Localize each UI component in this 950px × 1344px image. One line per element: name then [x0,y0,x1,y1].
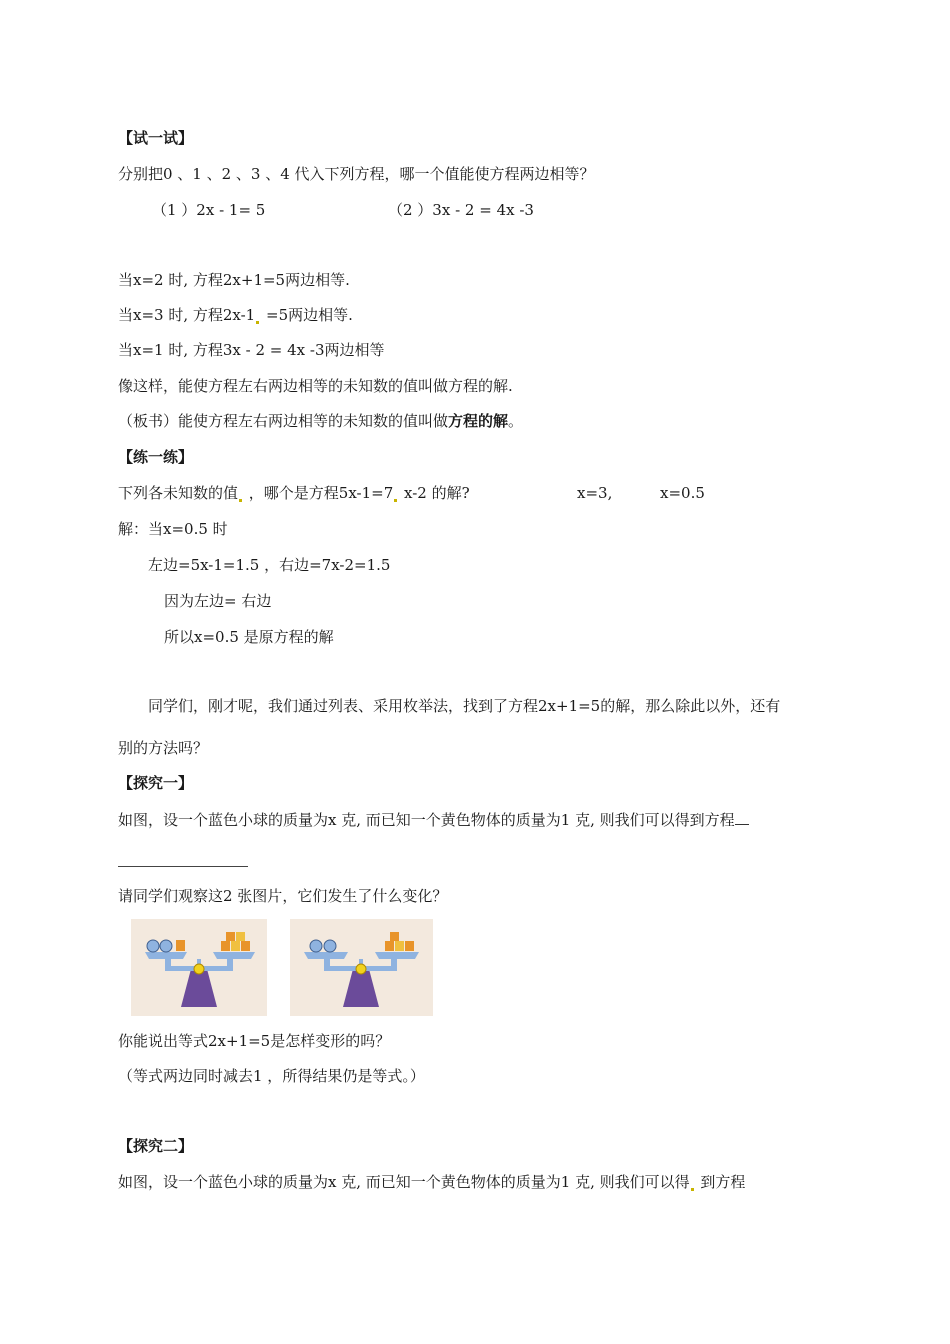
equation-2: （2 ）3x - 2 = 4x -3 [388,201,534,219]
yellow-block [405,941,414,951]
transition-para-2: 别的方法吗？ [118,739,209,757]
board-note: （板书）能使方程左右两边相等的未知数的值叫做方程的解。 [118,412,524,430]
practice-question: 下列各未知数的值 ，哪个是方程5x-1=7 x-2 的解? [118,484,470,502]
yellow-block [241,941,250,951]
transform-answer: （等式两边同时减去1 ，所得结果仍是等式。） [118,1067,425,1085]
try-prompt: 分别把0 、1 、2 、3 、4 代入下列方程，哪一个值能使方程两边相等？ [118,165,595,183]
left-pan [304,952,348,959]
solution-step-1: 解：当x=0.5 时 [118,520,228,538]
yellow-block [385,941,394,951]
yellow-block [231,941,240,951]
balance-scale-image-1 [131,919,267,1016]
scale-pivot [194,964,204,974]
scale-pivot [356,964,366,974]
option-1: x=3, [577,484,613,502]
solution-step-2: 左边=5x-1=1.5 ，右边=7x-2=1.5 [148,556,391,574]
blue-ball [160,940,172,952]
yellow-block [236,932,245,941]
yellow-block [221,941,230,951]
observe-prompt: 请同学们观察这2 张图片，它们发生了什么变化？ [118,887,448,905]
solution-step-4: 所以x=0.5 是原方程的解 [164,628,334,646]
explore2-heading: 【探究二】 [118,1137,194,1155]
solution-term: 方程的解 [448,412,509,430]
explore2-text: 如图，设一个蓝色小球的质量为x 克, 而已知一个黄色物体的质量为1 克, 则我们可以得 到方程 [118,1173,746,1191]
left-pan [145,952,187,959]
blue-ball [324,940,336,952]
transform-question: 你能说出等式2x+1=5是怎样变形的吗？ [118,1032,391,1050]
result-2: 当x=3 时, 方程2x-1 =5两边相等. [118,306,353,324]
explore1-heading: 【探究一】 [118,774,194,792]
blue-ball [147,940,159,952]
right-pan [213,952,255,959]
result-3: 当x=1 时, 方程3x - 2 = 4x -3两边相等 [118,341,385,359]
definition: 像这样，能使方程左右两边相等的未知数的值叫做方程的解. [118,377,513,395]
answer-blank-line [118,866,248,867]
right-pan [375,952,419,959]
practice-heading: 【练一练】 [118,448,194,466]
try-heading: 【试一试】 [118,129,194,147]
yellow-block [176,940,185,951]
solution-step-3: 因为左边= 右边 [164,592,272,610]
yellow-block [390,932,399,941]
result-1: 当x=2 时, 方程2x+1=5两边相等. [118,271,350,289]
explore1-text: 如图，设一个蓝色小球的质量为x 克, 而已知一个黄色物体的质量为1 克, 则我们可以得到方程 [118,810,749,830]
yellow-block [226,932,235,941]
balance-scale-image-2 [290,919,433,1016]
yellow-block [395,941,404,951]
option-2: x=0.5 [660,484,705,502]
equation-1: （1 ）2x - 1= 5 [152,201,266,219]
transition-para-1: 同学们，刚才呢，我们通过列表、采用枚举法，找到了方程2x+1=5的解，那么除此以外，还有 [148,697,781,715]
blue-ball [310,940,322,952]
